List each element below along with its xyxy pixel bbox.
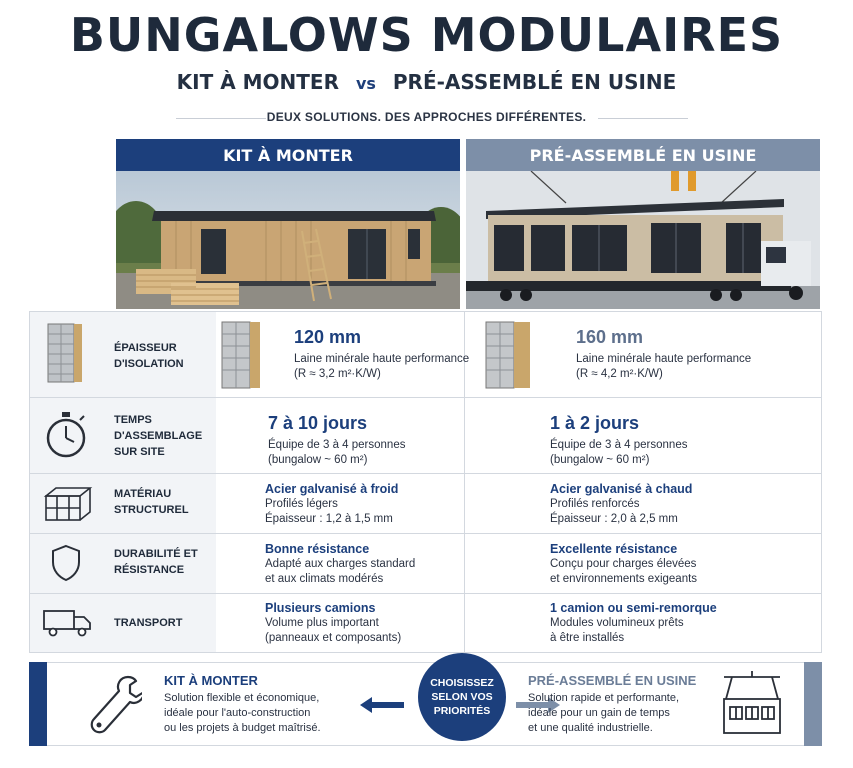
footer-kit-text: Solution flexible et économique, idéale pour l'auto-construction ou les projets à budget maîtrisé. — [164, 692, 321, 734]
cell-preassembled-structural-material: Acier galvanisé à chaud Profilés renforcés Épaisseur : 2,0 à 2,5 mm — [550, 482, 693, 525]
cell-kit-durability: Bonne résistance Adapté aux charges standard et aux climats modérés — [265, 542, 416, 585]
photo-kit-bungalow — [116, 171, 460, 309]
insulation-panel-icon — [42, 322, 86, 384]
footer-preassembled-title: PRÉ-ASSEMBLÉ EN USINE — [528, 673, 697, 688]
column-header-preassembled: PRÉ-ASSEMBLÉ EN USINE — [466, 139, 820, 171]
crane-module-icon — [720, 671, 784, 737]
photo-preassembled-module — [466, 171, 820, 309]
footer-summary — [29, 662, 822, 746]
insulation-sample-left-icon — [220, 320, 266, 390]
arrow-left-icon — [360, 697, 404, 713]
column-header-kit: KIT À MONTER — [116, 139, 460, 171]
tagline: DEUX SOLUTIONS. DES APPROCHES DIFFÉRENTES. — [266, 110, 587, 124]
cell-preassembled-assembly-time: 1 à 2 jours Équipe de 3 à 4 personnes (bungalow ~ 60 m²) — [550, 413, 688, 466]
cell-kit-transport: Plusieurs camions Volume plus important (panneaux et composants) — [265, 601, 402, 644]
steel-frame-icon — [42, 484, 94, 524]
row-divider — [464, 534, 465, 593]
choose-priorities-badge: CHOISISSEZ SELON VOS PRIORITÉS — [418, 653, 506, 741]
footer-preassembled-text: Solution rapide et performante, idéale pour un gain de temps et une qualité industrielle. — [528, 692, 680, 734]
wrench-icon — [88, 673, 142, 735]
table-row-structural-material — [30, 474, 821, 534]
table-row-assembly-time — [30, 398, 821, 474]
row-divider — [464, 594, 465, 652]
cell-preassembled-durability: Excellente résistance Conçu pour charges élevées et environnements exigeants — [550, 542, 698, 585]
table-row-durability — [30, 534, 821, 594]
cell-kit-structural-material: Acier galvanisé à froid Profilés légers Épaisseur : 1,2 à 1,5 mm — [265, 482, 399, 525]
table-row-transport — [30, 594, 821, 652]
comparison-table — [29, 311, 822, 653]
footer-accent-left — [29, 662, 47, 746]
shield-icon — [50, 544, 82, 582]
page-subtitle — [0, 70, 853, 94]
row-divider — [464, 398, 465, 473]
insulation-sample-right-icon — [484, 320, 534, 390]
stopwatch-icon — [44, 410, 88, 460]
row-divider — [464, 474, 465, 533]
row-label: DURABILITÉ ET RÉSISTANCE — [114, 548, 198, 576]
page-title: BUNGALOWS MODULAIRES — [69, 8, 784, 62]
table-row-insulation — [30, 312, 821, 398]
truck-icon — [42, 608, 94, 638]
subtitle-vs: vs — [355, 74, 376, 93]
row-label: TEMPS D'ASSEMBLAGE SUR SITE — [114, 414, 203, 458]
row-label: MATÉRIAU STRUCTUREL — [114, 488, 189, 516]
cell-preassembled-transport: 1 camion ou semi-remorque Modules volumineux prêts à être installés — [550, 601, 717, 644]
cell-preassembled-insulation: 160 mm Laine minérale haute performance (R ≈ 4,2 m²·K/W) — [576, 327, 752, 380]
subtitle-left: KIT À MONTER — [176, 70, 339, 94]
subtitle-right: PRÉ-ASSEMBLÉ EN USINE — [392, 70, 677, 94]
footer-kit-title: KIT À MONTER — [164, 673, 258, 688]
cell-kit-assembly-time: 7 à 10 jours Équipe de 3 à 4 personnes (bungalow ~ 60 m²) — [268, 413, 406, 466]
footer-accent-right — [804, 662, 822, 746]
row-label: ÉPAISSEUR D'ISOLATION — [114, 342, 184, 370]
row-label: TRANSPORT — [114, 617, 183, 629]
cell-kit-insulation: 120 mm Laine minérale haute performance (R ≈ 3,2 m²·K/W) — [294, 327, 470, 380]
